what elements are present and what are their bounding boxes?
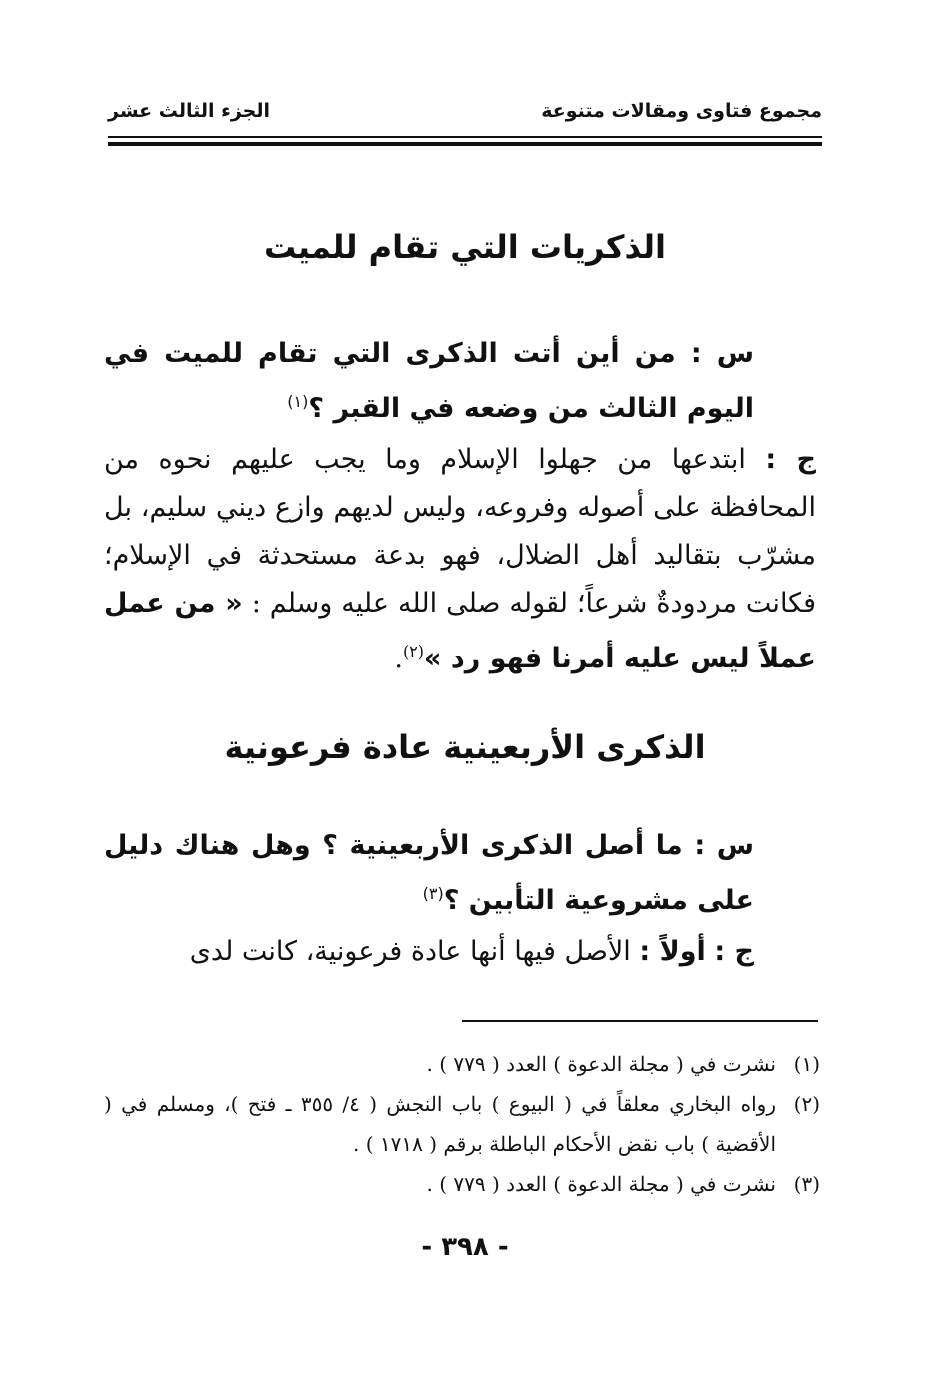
answer-text: ابتدعها من جهلوا الإسلام وما يجب عليهم نحوه من المحافظة على أصوله وفروعه، وليس لديهم وازع ديني سليم، بل مشرّب بتقاليد أهل الضلال، فهو بدعة مستحدثة في الإسلام؛ فكانت مردودةٌ شرعاً؛ لقوله صلى الله عليه وسلم : bbox=[104, 444, 816, 619]
answer-marker: ج : bbox=[714, 936, 754, 967]
hadith-quote: « من عمل عملاً ليس عليه أمرنا فهو رد » bbox=[104, 588, 816, 674]
answer-lead: أولاً : bbox=[639, 936, 706, 967]
footnote-number: (٢) bbox=[793, 1092, 820, 1116]
footnote-item bbox=[104, 1164, 820, 1204]
header-rule-thin bbox=[108, 136, 822, 138]
footnote-ref: (٢) bbox=[402, 642, 425, 661]
question-1 bbox=[104, 330, 754, 433]
book-title: مجموع فتاوى ومقالات متنوعة bbox=[541, 100, 822, 122]
footnote-ref: (٣) bbox=[422, 884, 444, 903]
footnote-number: (١) bbox=[793, 1052, 820, 1076]
running-header bbox=[108, 96, 822, 132]
question-marker: س : bbox=[690, 338, 754, 369]
volume-label: الجزء الثالث عشر bbox=[108, 100, 271, 122]
footnote-item bbox=[104, 1084, 820, 1164]
end-mark: . bbox=[394, 643, 403, 674]
footnote-number: (٣) bbox=[793, 1172, 820, 1196]
footnotes bbox=[104, 1044, 820, 1204]
section-title-1: الذكريات التي تقام للميت bbox=[264, 228, 666, 266]
question-text: من أين أتت الذكرى التي تقام للميت في اليوم الثالث من وضعه في القبر ؟ bbox=[104, 338, 754, 424]
answer-2 bbox=[104, 928, 754, 976]
question-2 bbox=[104, 822, 754, 925]
footnote-item bbox=[104, 1044, 820, 1084]
page-number: - ٣٩٨ - bbox=[421, 1232, 509, 1262]
footnote-text: نشرت في ( مجلة الدعوة ) العدد ( ٧٧٩ ) . bbox=[426, 1172, 776, 1196]
answer-1 bbox=[104, 436, 816, 683]
footnote-text: نشرت في ( مجلة الدعوة ) العدد ( ٧٧٩ ) . bbox=[426, 1052, 776, 1076]
footnote-ref: (١) bbox=[287, 392, 309, 411]
answer-marker: ج : bbox=[765, 444, 817, 475]
header-rule-thick bbox=[108, 142, 822, 146]
footnote-separator bbox=[462, 1020, 818, 1022]
section-title-2: الذكرى الأربعينية عادة فرعونية bbox=[224, 728, 706, 766]
question-text: ما أصل الذكرى الأربعينية ؟ وهل هناك دليل على مشروعية التأبين ؟ bbox=[104, 830, 754, 916]
answer-text: الأصل فيها أنها عادة فرعونية، كانت لدى bbox=[189, 936, 631, 967]
footnote-text: رواه البخاري معلقاً في ( البيوع ) باب النجش ( ٤/ ٣٥٥ ـ فتح )، ومسلم في ( الأقضية ) باب نقض الأحكام الباطلة برقم ( ١٧١٨ ) . bbox=[104, 1092, 776, 1156]
question-marker: س : bbox=[694, 830, 754, 861]
